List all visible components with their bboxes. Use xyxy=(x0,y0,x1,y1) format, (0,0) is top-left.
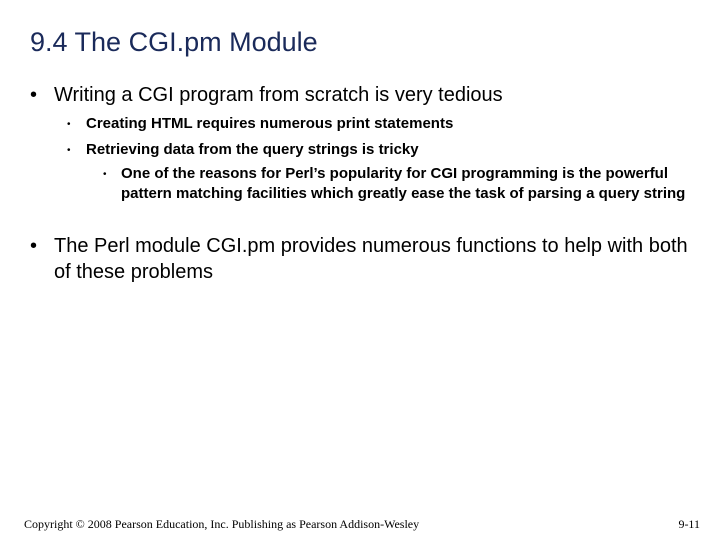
bullet-text: The Perl module CGI.pm provides numerous functions to help with both of these problems xyxy=(54,235,688,283)
bullet-marker: • xyxy=(103,169,107,180)
bullet-marker: • xyxy=(67,119,71,130)
slide-title: 9.4 The CGI.pm Module xyxy=(30,27,318,57)
subbullet-retrieving-data xyxy=(67,140,687,160)
bullet-text: Retrieving data from the query strings is tricky xyxy=(86,141,419,158)
bullet-text: One of the reasons for Perl’s popularity for CGI programming is the powerful pattern matching facilities which greatly ease the task of parsing a query string xyxy=(121,165,686,202)
subsubbullet-perl-popularity xyxy=(103,164,707,204)
bullet-text: Creating HTML requires numerous print statements xyxy=(86,115,454,132)
bullet-writing-cgi xyxy=(30,82,690,108)
footer-page-number: 9-11 xyxy=(678,517,700,531)
bullet-marker: • xyxy=(30,235,38,257)
bullet-perl-module xyxy=(30,233,690,285)
bullet-marker: • xyxy=(67,145,71,156)
footer-copyright: Copyright © 2008 Pearson Education, Inc. Publishing as Pearson Addison-Wesley xyxy=(24,517,420,531)
bullet-text: Writing a CGI program from scratch is very tedious xyxy=(54,84,503,106)
subbullet-creating-html xyxy=(67,114,687,134)
bullet-marker: • xyxy=(30,84,38,106)
